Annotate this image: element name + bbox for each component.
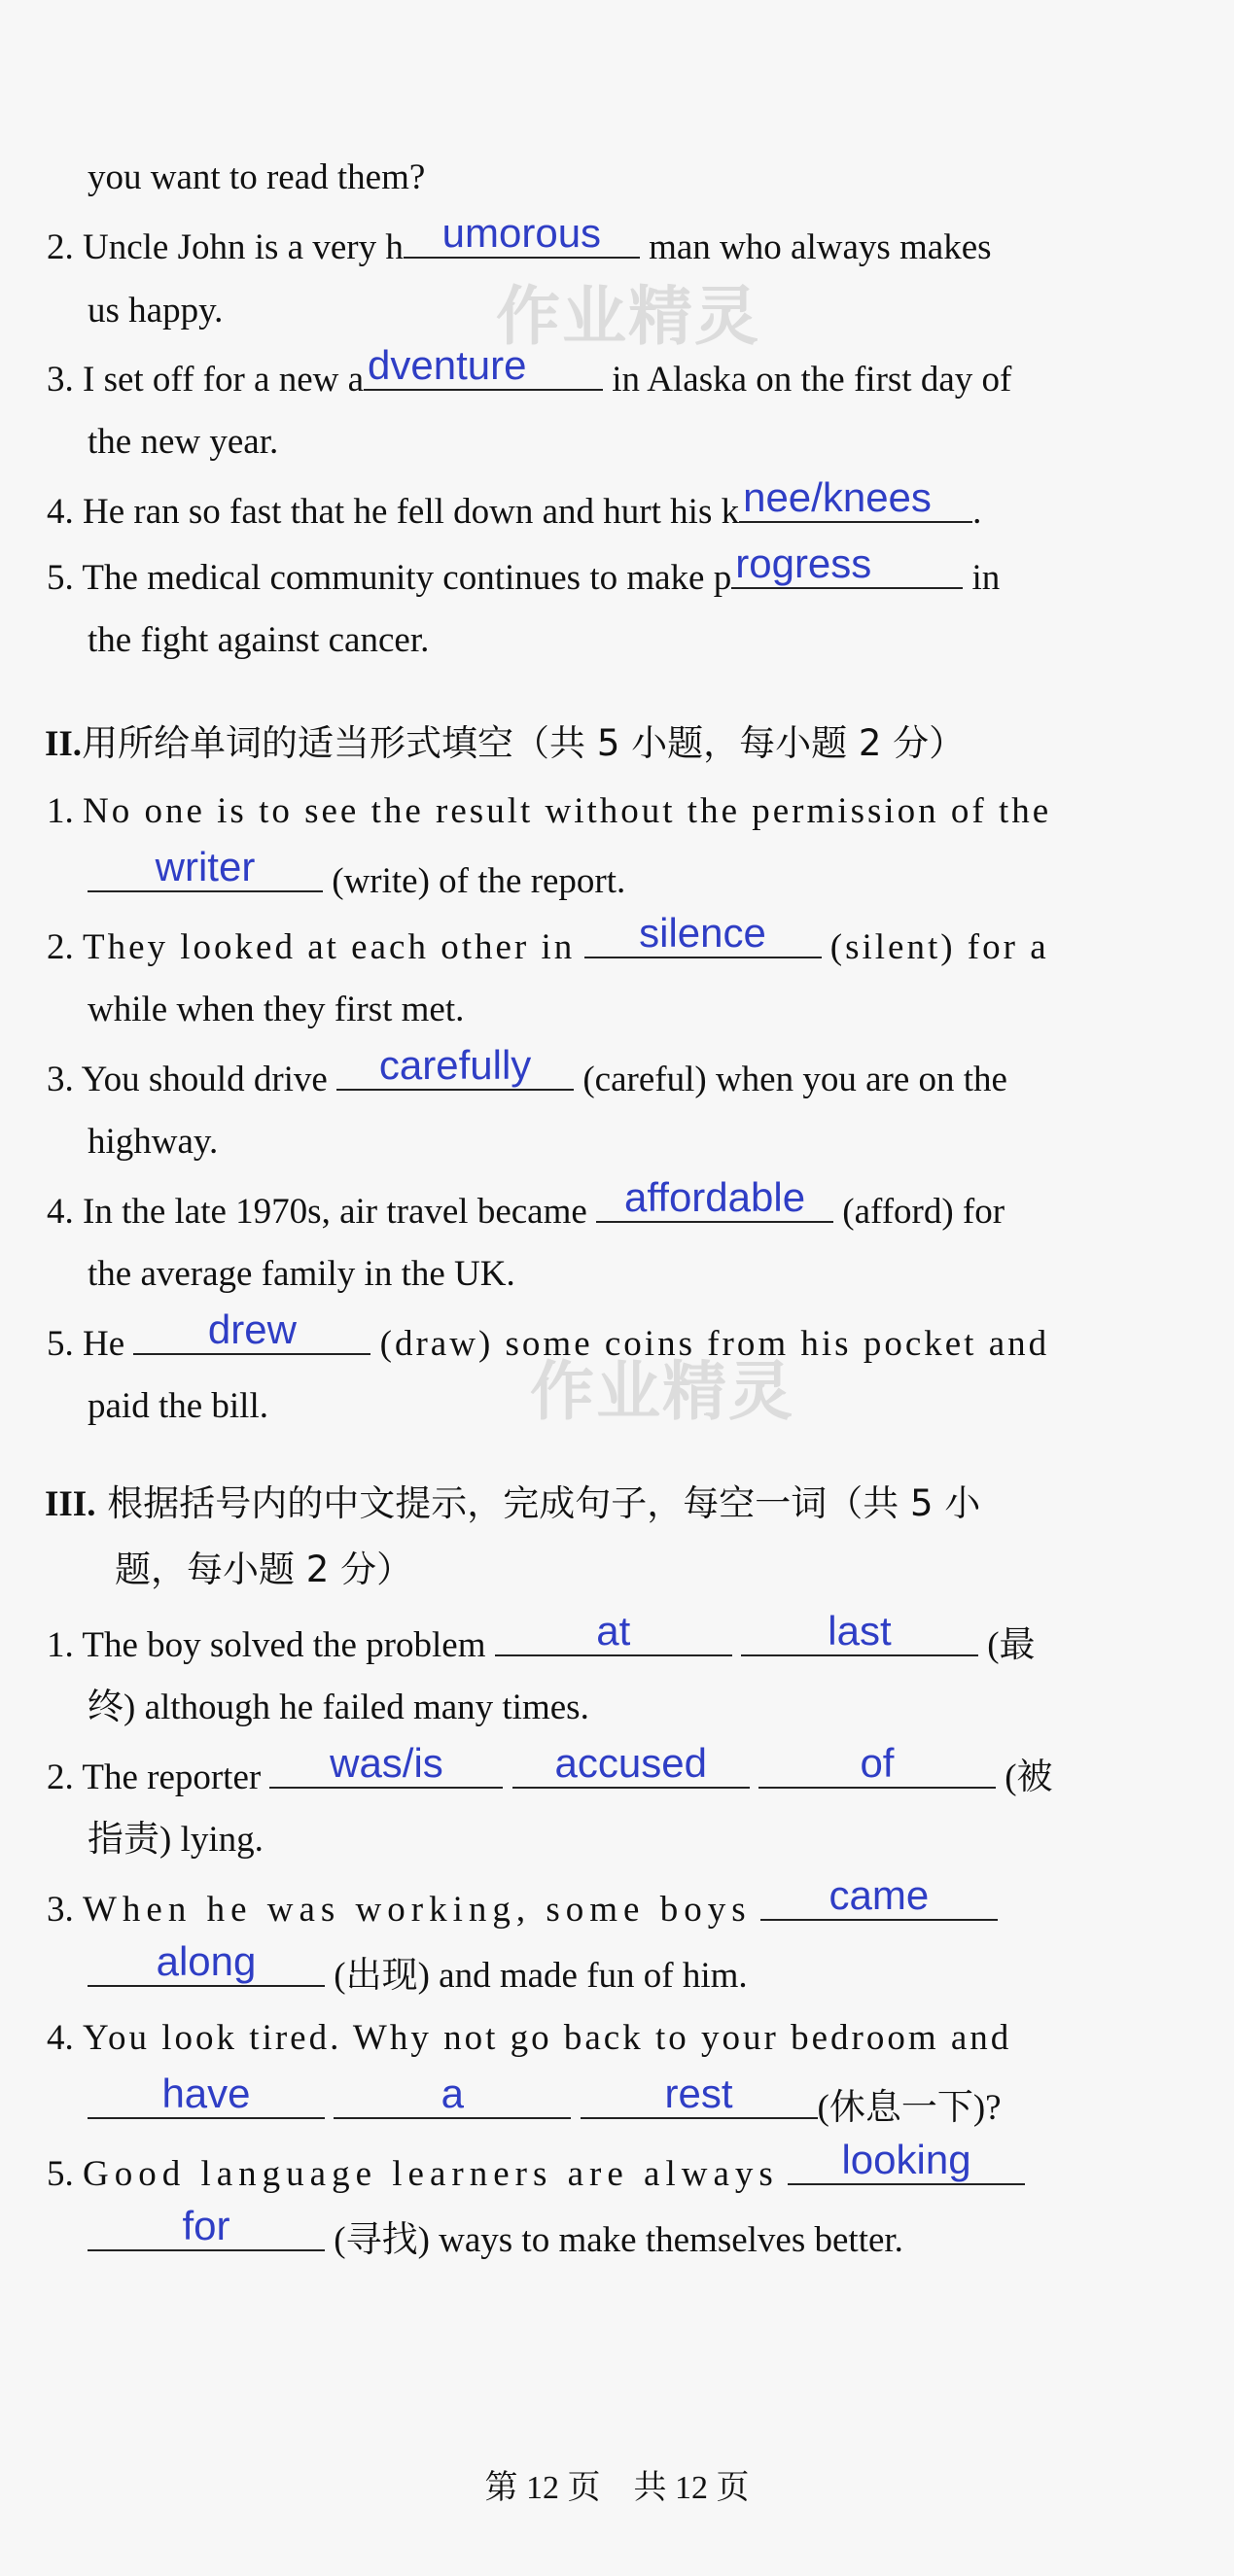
answer-blank[interactable]: [88, 1938, 325, 1987]
s2-q3-line2: highway.: [88, 1122, 219, 1162]
answer-blank[interactable]: [334, 2071, 571, 2119]
s2-q3-line1: 3. You should drive carefully (careful) when you are on the: [47, 1042, 1007, 1099]
page-number: 第 12 页 共 12 页: [484, 2470, 750, 2506]
s3-q5-line1: 5. Good language learners are always looking: [47, 2148, 1025, 2197]
answer-text: accused: [554, 1740, 707, 1786]
answer-blank[interactable]: [495, 1608, 732, 1656]
s1-q4-line1: 4. He ran so fast that he fell down and hurt his k nee/knees .: [47, 474, 982, 532]
section3-heading: III. 根据括号内的中文提示，完成句子，每空一词（共 5 小: [45, 1482, 981, 1524]
s2-q1-line2: writer (write) of the report.: [88, 855, 625, 904]
answer-blank[interactable]: [364, 342, 603, 391]
answer-blank[interactable]: [760, 1872, 998, 1921]
s3-q3-line1: 3. When he was working, some boys came: [47, 1884, 998, 1932]
answer-text: for: [182, 2203, 230, 2248]
s2-q5-line2: paid the bill.: [88, 1386, 268, 1426]
answer-text: have: [161, 2071, 251, 2116]
answer-blank[interactable]: [581, 2071, 818, 2119]
s1-q2-line1: 2. Uncle John is a very h umorous man who always makes: [47, 210, 992, 267]
answer-blank[interactable]: [88, 844, 323, 892]
answer-text: came: [829, 1872, 930, 1918]
s3-q2-line2: 指责) lying.: [88, 1820, 264, 1860]
answer-text: at: [596, 1608, 631, 1654]
answer-blank[interactable]: [788, 2137, 1025, 2185]
s3-q4-line2: have a rest (休息一下)?: [88, 2082, 1002, 2131]
s2-q4-line2: the average family in the UK.: [88, 1254, 515, 1294]
answer-text: last: [828, 1608, 892, 1654]
s1-q5-line2: the fight against cancer.: [88, 620, 430, 660]
answer-blank[interactable]: [269, 1740, 503, 1789]
answer-text: writer: [155, 844, 256, 889]
s1-q5-line1: 5. The medical community continues to make p rogress in: [47, 540, 1001, 598]
answer-blank[interactable]: [88, 2203, 325, 2251]
watermark: 作业精灵: [530, 1354, 794, 1429]
s3-q4-line1: 4. You look tired. Why not go back to your bedroom and: [47, 2018, 1012, 2058]
answer-text: nee/knees: [743, 474, 932, 520]
answer-text: umorous: [441, 210, 602, 256]
s3-q3-line2: along (出现) and made fun of him.: [88, 1950, 748, 1999]
answer-blank[interactable]: [596, 1174, 833, 1223]
answer-blank[interactable]: [758, 1740, 996, 1789]
section2-heading: II.用所给单词的适当形式填空（共 5 小题，每小题 2 分）: [45, 722, 966, 764]
answer-blank[interactable]: [336, 1042, 574, 1091]
answer-text: was/is: [330, 1740, 443, 1786]
answer-blank[interactable]: [741, 1608, 978, 1656]
answer-text: looking: [841, 2137, 971, 2182]
answer-blank[interactable]: [133, 1306, 370, 1355]
answer-blank[interactable]: [584, 910, 822, 958]
s2-q1-line1: 1. No one is to see the result without the permission of the: [47, 791, 1052, 831]
s2-q5-line1: 5. He drew (draw) some coins from his pocket and: [47, 1306, 1050, 1364]
watermark: 作业精灵: [496, 279, 760, 354]
s1-q3-line2: the new year.: [88, 422, 279, 462]
answer-text: dventure: [368, 342, 527, 388]
s2-q2-line2: while when they first met.: [88, 990, 465, 1029]
answer-text: drew: [207, 1306, 297, 1352]
answer-blank[interactable]: [88, 2071, 325, 2119]
s3-q5-line2: for (寻找) ways to make themselves better.: [88, 2214, 903, 2263]
s1-q2-line2: us happy.: [88, 291, 224, 331]
answer-text: of: [860, 1740, 895, 1786]
answer-blank[interactable]: [404, 210, 640, 259]
answer-text: along: [156, 1938, 257, 1984]
answer-blank[interactable]: [739, 474, 972, 523]
answer-text: a: [441, 2071, 464, 2116]
s2-q2-line1: 2. They looked at each other in silence (silent) for a: [47, 910, 1049, 967]
s2-q4-line1: 4. In the late 1970s, air travel became affordable (afford) for: [47, 1174, 1005, 1232]
s3-q2-line1: 2. The reporter was/is accused of (被: [47, 1740, 1053, 1797]
answer-text: rest: [664, 2071, 733, 2116]
s3-q1-line1: 1. The boy solved the problem at last (最: [47, 1608, 1036, 1665]
answer-text: rogress: [735, 540, 872, 586]
answer-text: silence: [639, 910, 766, 956]
answer-text: affordable: [624, 1174, 806, 1220]
section3-heading-line2: 题，每小题 2 分）: [115, 1549, 413, 1590]
answer-blank[interactable]: [731, 540, 963, 589]
answer-text: carefully: [378, 1042, 532, 1088]
answer-blank[interactable]: [512, 1740, 750, 1789]
s3-q1-line2: 终) although he failed many times.: [88, 1688, 589, 1727]
q1-tail: you want to read them?: [88, 157, 426, 197]
s1-q3-line1: 3. I set off for a new a dventure in Alaska on the first day of: [47, 342, 1012, 400]
